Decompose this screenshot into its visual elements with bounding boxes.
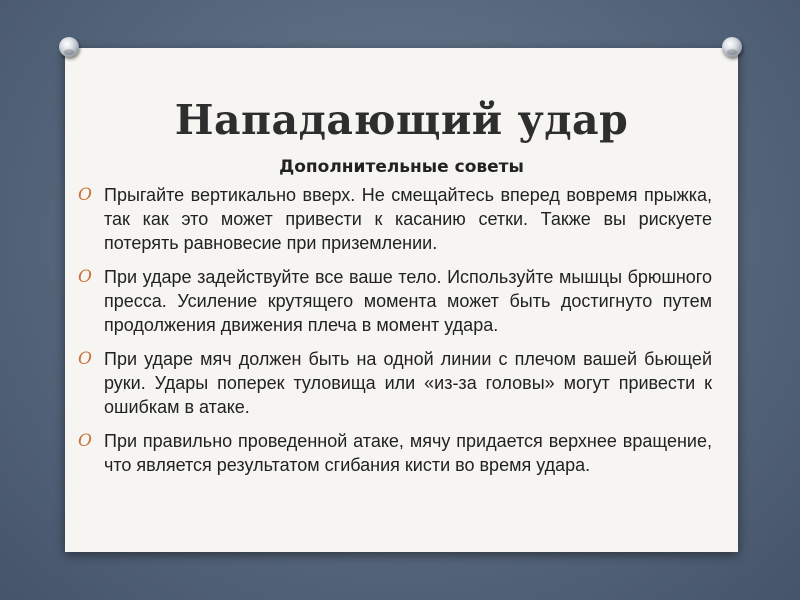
slide-subtitle: Дополнительные советы — [279, 157, 524, 177]
bullet-text: При ударе мяч должен быть на одной линии с плечом вашей бьющей руки. Удары поперек туловища или «из-за головы» могут привести к ошибкам в атаке. — [104, 349, 712, 417]
bullet-item — [78, 183, 712, 255]
bullet-marker-icon: O — [78, 185, 92, 205]
bullet-text: Прыгайте вертикально вверх. Не смещайтесь вперед вовремя прыжка, так как это может привести к касанию сетки. Также вы рискуете потерять равновесие при приземлении. — [104, 185, 712, 253]
bullet-text: При правильно проведенной атаке, мячу придается верхнее вращение, что является результатом сгибания кисти во время удара. — [104, 431, 712, 475]
bullet-item — [78, 265, 712, 337]
bullet-item — [78, 429, 712, 477]
bullet-list — [78, 183, 712, 487]
bullet-marker-icon: O — [78, 267, 92, 287]
bullet-marker-icon: O — [78, 431, 92, 451]
pushpin-icon — [722, 37, 742, 57]
bullet-text: При ударе задействуйте все ваше тело. Используйте мышцы брюшного пресса. Усиление крутящего момента может быть достигнуто путем продолжения движения плеча в момент удара. — [104, 267, 712, 335]
pushpin-icon — [59, 37, 79, 57]
bullet-marker-icon: O — [78, 349, 92, 369]
slide-title: Нападающий удар — [174, 96, 629, 144]
bullet-item — [78, 347, 712, 419]
